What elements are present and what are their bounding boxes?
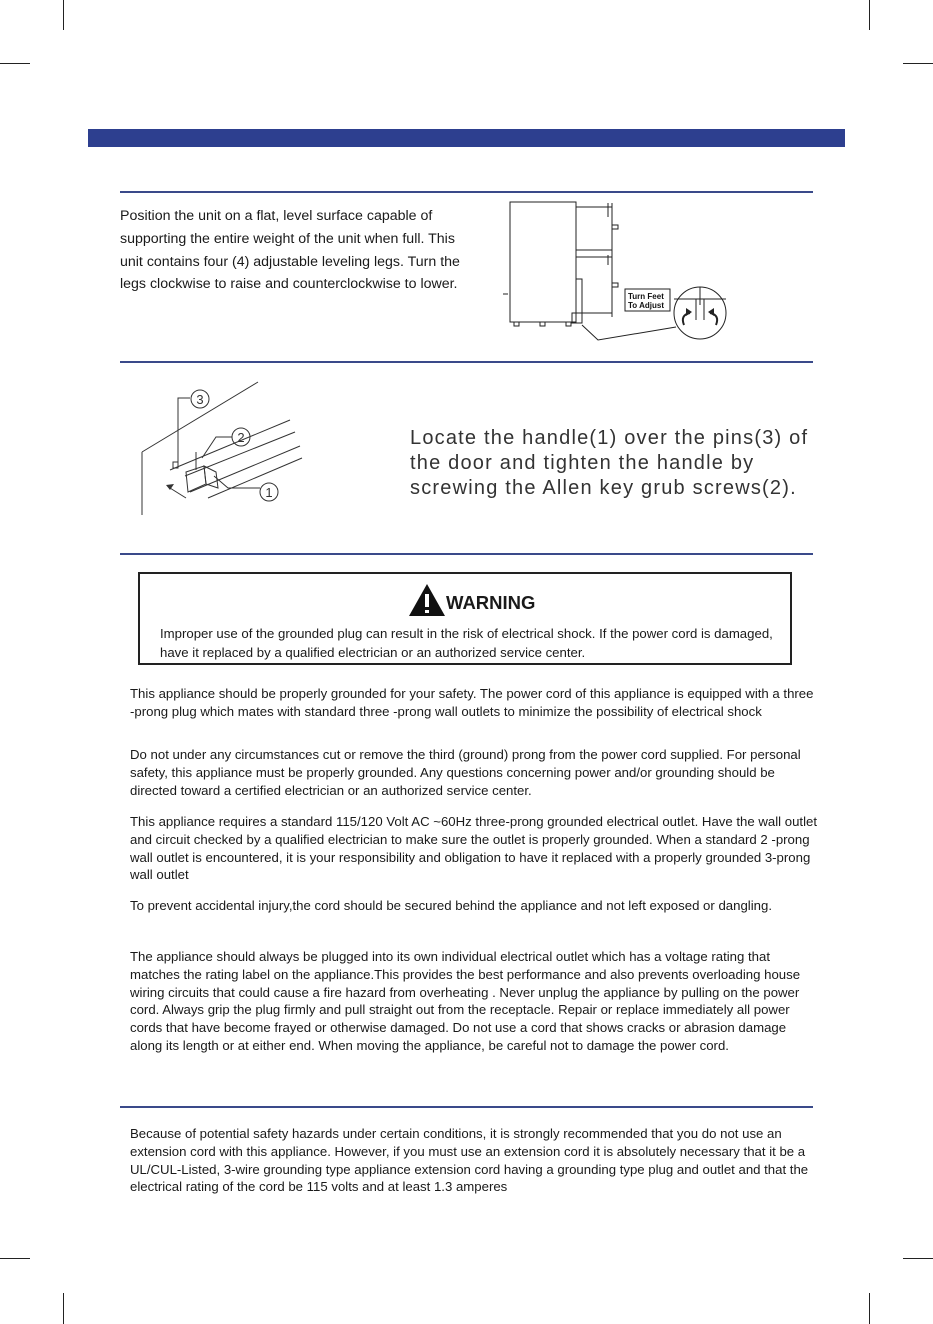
callout-3: 3: [196, 392, 204, 407]
leveling-instructions: Position the unit on a flat, level surface capable of supporting the entire weight of the unit when full. This unit contains four (4) adjustable leveling legs. Turn the legs clockwise to raise and counterclockwise to lower.: [120, 208, 460, 293]
dedicated-outlet-paragraph: The appliance should always be plugged into its own individual electrical outlet which has a voltage rating that matches the rating label on the appliance.This provides the best performance and also prevents overloading house wiring circuits that could cause a fire hazard from overheating . Never unplug the appliance by pulling on the power cord. Always grip the plug firmly and pull straight out from the receptacle. Repair or replace immediately all power cords that have become frayed or otherwise damaged. Do not use a cord that shows cracks or abrasion damage along its length or at either end. When moving the appliance, be careful not to damage the power cord.: [130, 949, 801, 1053]
warning-box: [138, 572, 792, 665]
crop-mark: [0, 1258, 30, 1259]
section-divider: [120, 191, 813, 193]
section-divider: [120, 361, 813, 363]
grounding-paragraph: This appliance should be properly grounded for your safety. The power cord of this appliance is equipped with a three -prong plug which mates with standard three -prong wall outlets to minimize the possibility of electrical shock: [130, 686, 814, 719]
warning-text: Improper use of the grounded plug can result in the risk of electrical shock. If the power cord is damaged, have it replaced by a qualified electrician or an authorized service center.: [160, 626, 773, 660]
handle-instructions: Locate the handle(1) over the pins(3) of the door and tighten the handle by screwing the Allen key grub screws(2).: [410, 427, 809, 499]
crop-mark: [63, 1293, 64, 1324]
crop-mark: [869, 1293, 870, 1324]
cord-securing-paragraph: To prevent accidental injury,the cord should be secured behind the appliance and not left exposed or dangling.: [130, 898, 772, 913]
header-bar: [88, 129, 845, 147]
crop-mark: [0, 63, 30, 64]
crop-mark: [903, 63, 933, 64]
crop-mark: [63, 0, 64, 30]
crop-mark: [869, 0, 870, 30]
callout-1: 1: [265, 485, 273, 500]
outlet-requirement-paragraph: This appliance requires a standard 115/120 Volt AC ~60Hz three-prong grounded electrical outlet. Have the wall outlet and circuit checked by a qualified electrician to make sure the outlet is properly grounded. When a standard 2 -prong wall outlet is encountered, it is your responsibility and obligation to have it replaced with a properly grounded 3-prong wall outlet: [130, 814, 818, 883]
handle-diagram: [130, 380, 310, 520]
to-adjust-label: To Adjust: [628, 301, 664, 310]
section-divider: [120, 553, 813, 555]
warning-title: WARNING: [446, 592, 536, 613]
callout-2: 2: [237, 430, 245, 445]
extension-cord-paragraph: Because of potential safety hazards under certain conditions, it is strongly recommended that you do not use an extension cord with this appliance. However, if you must use an extension cord it is absolutely necessary that it be a UL/CUL-Listed, 3-wire grounding type appliance extension cord having a grounding type plug and outlet and that the electrical rating of the cord be 115 volts and at least 1.3 amperes: [130, 1126, 809, 1195]
turn-feet-label: Turn Feet: [628, 292, 664, 301]
leveling-diagram: [500, 195, 740, 345]
section-divider: [120, 1106, 813, 1108]
warning-triangle-icon: [407, 582, 447, 618]
crop-mark: [903, 1258, 933, 1259]
ground-prong-paragraph: Do not under any circumstances cut or remove the third (ground) prong from the power cord supplied. For personal safety, this appliance must be properly grounded. Any questions concerning power and/or grounding should be directed toward a certified electrician or an authorized service center.: [130, 747, 801, 798]
